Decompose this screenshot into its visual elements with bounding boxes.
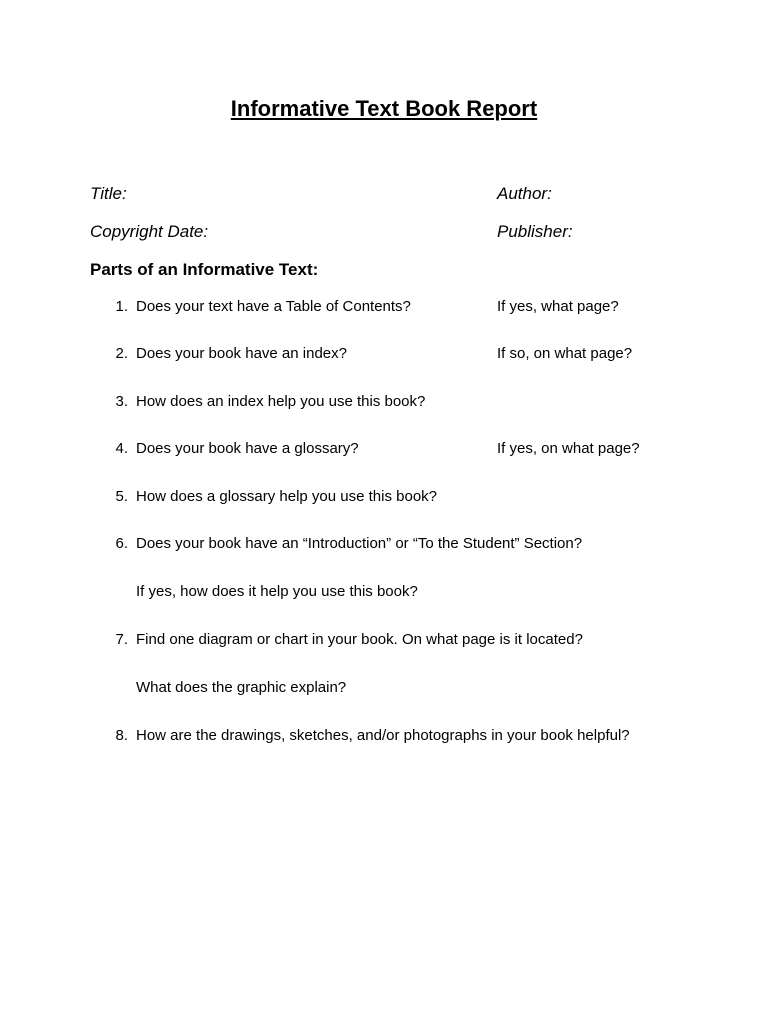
question-text: Does your book have an “Introduction” or “To the Student” Section?: [136, 535, 583, 552]
question-text: Does your text have a Table of Contents?: [136, 298, 411, 315]
question-text: How are the drawings, sketches, and/or photographs in your book helpful?: [136, 727, 630, 744]
section-heading: Parts of an Informative Text:: [90, 260, 319, 279]
question-text: Does your book have an index?: [136, 345, 347, 362]
question-side-prompt: If so, on what page?: [497, 345, 633, 362]
question-number: 8.: [115, 727, 128, 744]
author-field-label: Author:: [497, 184, 552, 203]
question-number: 2.: [115, 345, 128, 362]
page-title: Informative Text Book Report: [230, 96, 538, 121]
question-number: 5.: [115, 488, 128, 505]
question-text: Does your book have a glossary?: [136, 440, 359, 457]
question-text: Find one diagram or chart in your book. On what page is it located?: [136, 631, 583, 648]
copyright-date-field-label: Copyright Date:: [90, 222, 209, 241]
title-field-label: Title:: [90, 184, 127, 203]
question-text: How does an index help you use this book?: [136, 393, 426, 410]
question-number: 3.: [115, 393, 128, 410]
question-number: 7.: [115, 631, 128, 648]
question-side-prompt: If yes, what page?: [497, 298, 619, 315]
question-subprompt: What does the graphic explain?: [136, 679, 347, 696]
publisher-field-label: Publisher:: [497, 222, 573, 241]
question-number: 1.: [115, 298, 128, 315]
question-number: 6.: [115, 535, 128, 552]
question-text: How does a glossary help you use this book?: [136, 488, 438, 505]
question-side-prompt: If yes, on what page?: [497, 440, 640, 457]
question-number: 4.: [115, 440, 128, 457]
question-subprompt: If yes, how does it help you use this book?: [136, 583, 418, 600]
